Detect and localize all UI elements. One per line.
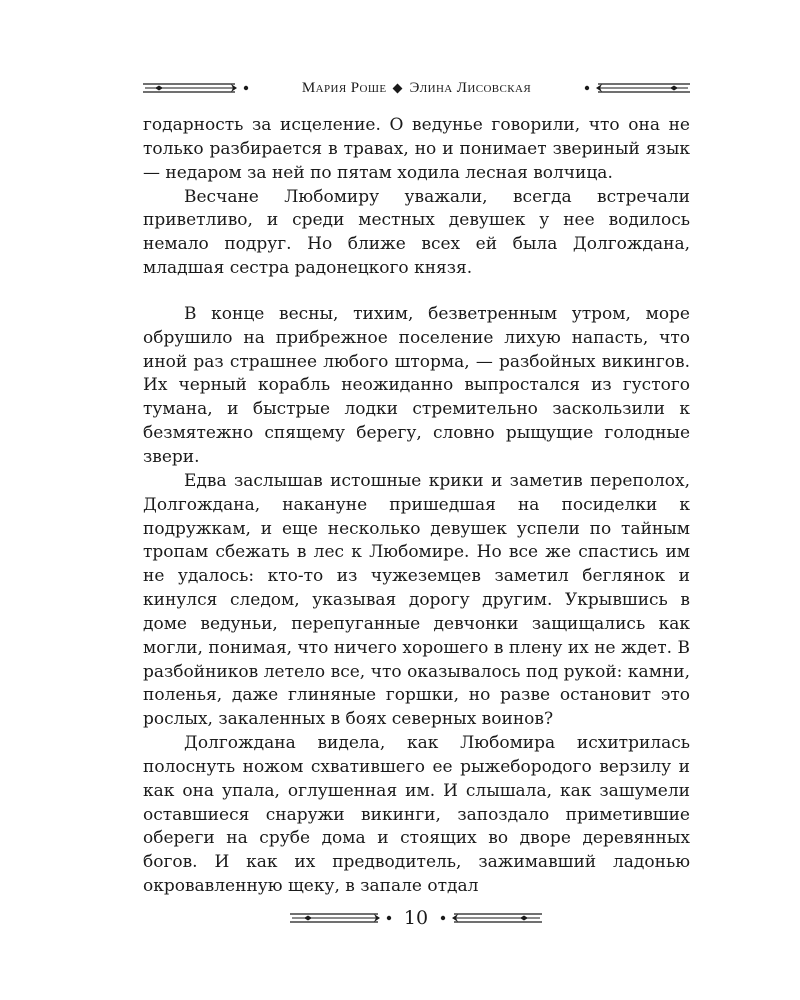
- paragraph: Весчане Любомиру уважали, всегда встречали приветливо, и среди местных девушек у нее водилось немало подруг. Но ближе всех ей была Долгождана, младшая сестра радонецкого князя.: [143, 186, 690, 279]
- page-number: 10: [403, 907, 429, 929]
- running-header: [143, 78, 690, 98]
- paragraph: годарность за исцеление. О ведунье говорили, что она не только разбирается в травах, но и понимает звериный язык — недаром за ней по пятам ходила лесная волчица.: [143, 115, 690, 183]
- author-name-2: Элина Лисовская: [409, 79, 532, 96]
- section-break: [143, 281, 690, 303]
- author-name-1: Мария Роше: [301, 79, 387, 96]
- footer-ornament-right-icon: [438, 908, 542, 928]
- ornament-right-icon: [582, 78, 690, 98]
- footer-ornament-left-icon: [290, 908, 394, 928]
- ornament-left-icon: [143, 78, 251, 98]
- book-authors: [302, 80, 531, 97]
- page-body: [143, 114, 690, 899]
- paragraph: В конце весны, тихим, безветренным утром, море обрушило на прибрежное поселение лихую напасть, что иной раз страшнее любого шторма, — разбойных викингов. Их черный корабль неожиданно выпростался из густого тумана, и быстрые лодки стремительно заскользили к безмятежно спящему берегу, словно рыщущие голодные звери.: [143, 303, 690, 467]
- diamond-separator-icon: [393, 83, 403, 93]
- page-footer: [290, 904, 542, 932]
- paragraph: Едва заслышав истошные крики и заметив переполох, Долгождана, накануне пришедшая на посиделки к подружкам, и еще несколько девушек успели по тайным тропам сбежать в лес к Любомире. Но все же спастись им не удалось: кто-то из чужеземцев заметил беглянок и кинулся следом, указывая дорогу другим. Укрывшись в доме ведуньи, перепуганные девчонки защищались как могли, понимая, что ничего хорошего в плену их не ждет. В разбойников летело все, что оказывалось под рукой: камни, поленья, даже глиняные горшки, но разве остановит это рослых, закаленных в боях северных воинов?: [143, 470, 690, 730]
- paragraph: Долгождана видела, как Любомира исхитрилась полоснуть ножом схватившего ее рыжебородого верзилу и как она упала, оглушенная им. И слышала, как зашумели оставшиеся снаружи викинги, запоздало приметившие обереги на срубе дома и стоящих во дворе деревянных богов. И как их предводитель, зажимавший ладонью окровавленную щеку, в запале отдал: [143, 733, 690, 897]
